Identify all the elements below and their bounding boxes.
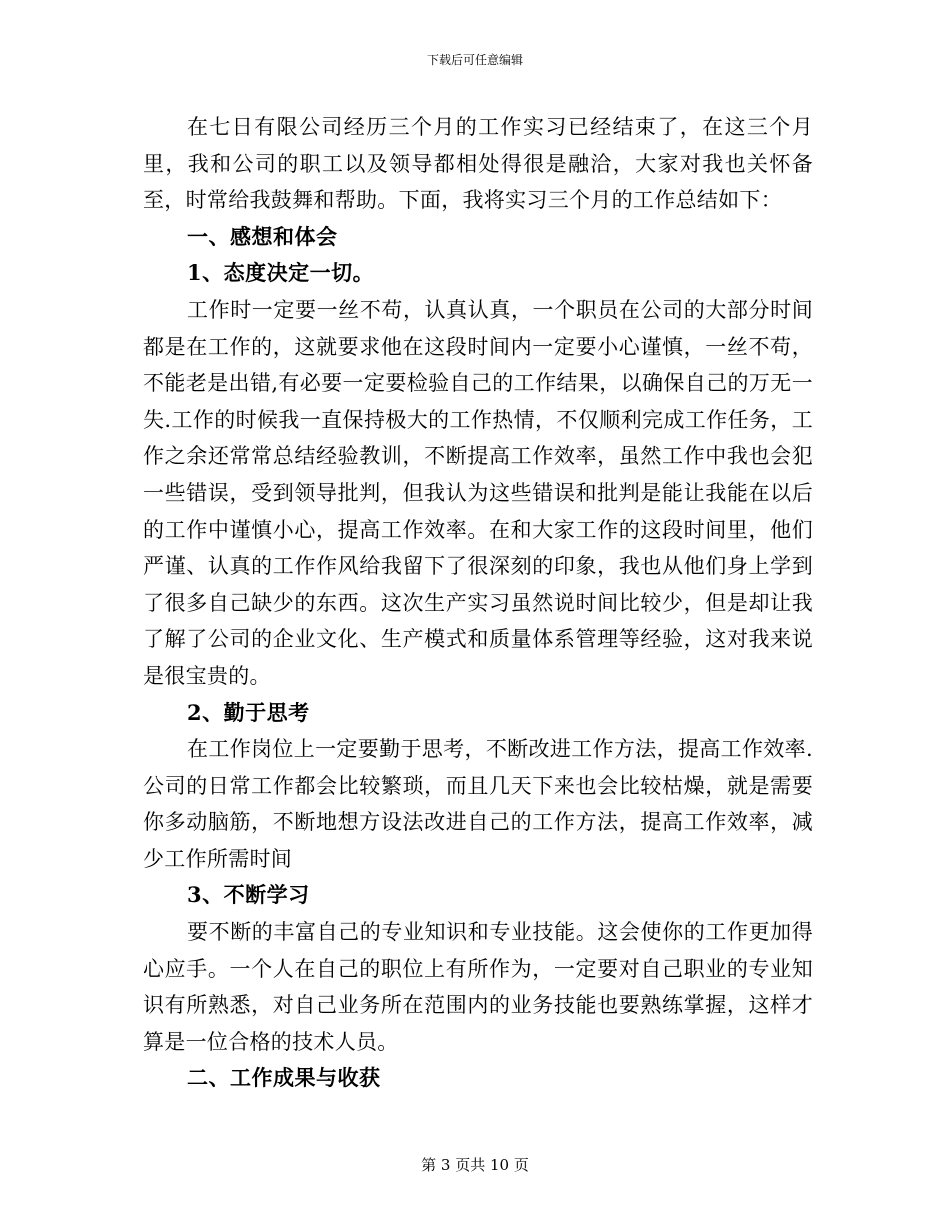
paragraph-thinking: 在工作岗位上一定要勤于思考，不断改进工作方法，提高工作效率.公司的日常工作都会比较繁琐，而且几天下来也会比较枯燥，就是需要你多动脑筋，不断地想方设法改进自己的工作方法，提高工作效率，减少工作所需时间 bbox=[143, 737, 813, 871]
subheading-learning: 3、不断学习 bbox=[187, 882, 310, 908]
subheading-thinking: 2、勤于思考 bbox=[187, 699, 310, 725]
subheading-attitude: 1、态度决定一切。 bbox=[187, 260, 375, 286]
page-header: 下载后可任意编辑 bbox=[426, 53, 523, 67]
paragraph-learning: 要不断的丰富自己的专业知识和专业技能。这会使你的工作更加得心应手。一个人在自己的职位上有所作为，一定要对自己职业的专业知识有所熟悉，对自己业务所在范围内的业务技能也要熟练掌握，这样才算是一位合格的技术人员。 bbox=[143, 920, 813, 1054]
section-heading-2: 二、工作成果与收获 bbox=[187, 1065, 381, 1091]
document-body bbox=[143, 109, 813, 1097]
paragraph-attitude: 工作时一定要一丝不苟，认真认真，一个职员在公司的大部分时间都是在工作的，这就要求他在这段时间内一定要小心谨慎，一丝不苟，不能老是出错,有必要一定要检验自己的工作结果，以确保自己的万无一失.工作的时候我一直保持极大的工作热情，不仅顺利完成工作任务，工作之余还常常总结经验教训，不断提高工作效率，虽然工作中我也会犯一些错误，受到领导批判，但我认为这些错误和批判是能让我能在以后的工作中谨慎小心，提高工作效率。在和大家工作的这段时间里，他们严谨、认真的工作作风给我留下了很深刻的印象，我也从他们身上学到了很多自己缺少的东西。这次生产实习虽然说时间比较少，但是却让我了解了公司的企业文化、生产模式和质量体系管理等经验，这对我来说是很宝贵的。 bbox=[143, 297, 813, 688]
page-footer: 第 3 页共 10 页 bbox=[421, 1156, 529, 1174]
intro-paragraph: 在七日有限公司经历三个月的工作实习已经结束了，在这三个月里，我和公司的职工以及领导都相处得很是融洽，大家对我也关怀备至，时常给我鼓舞和帮助。下面，我将实习三个月的工作总结如下： bbox=[143, 115, 813, 213]
section-heading-1: 一、感想和体会 bbox=[187, 223, 338, 249]
